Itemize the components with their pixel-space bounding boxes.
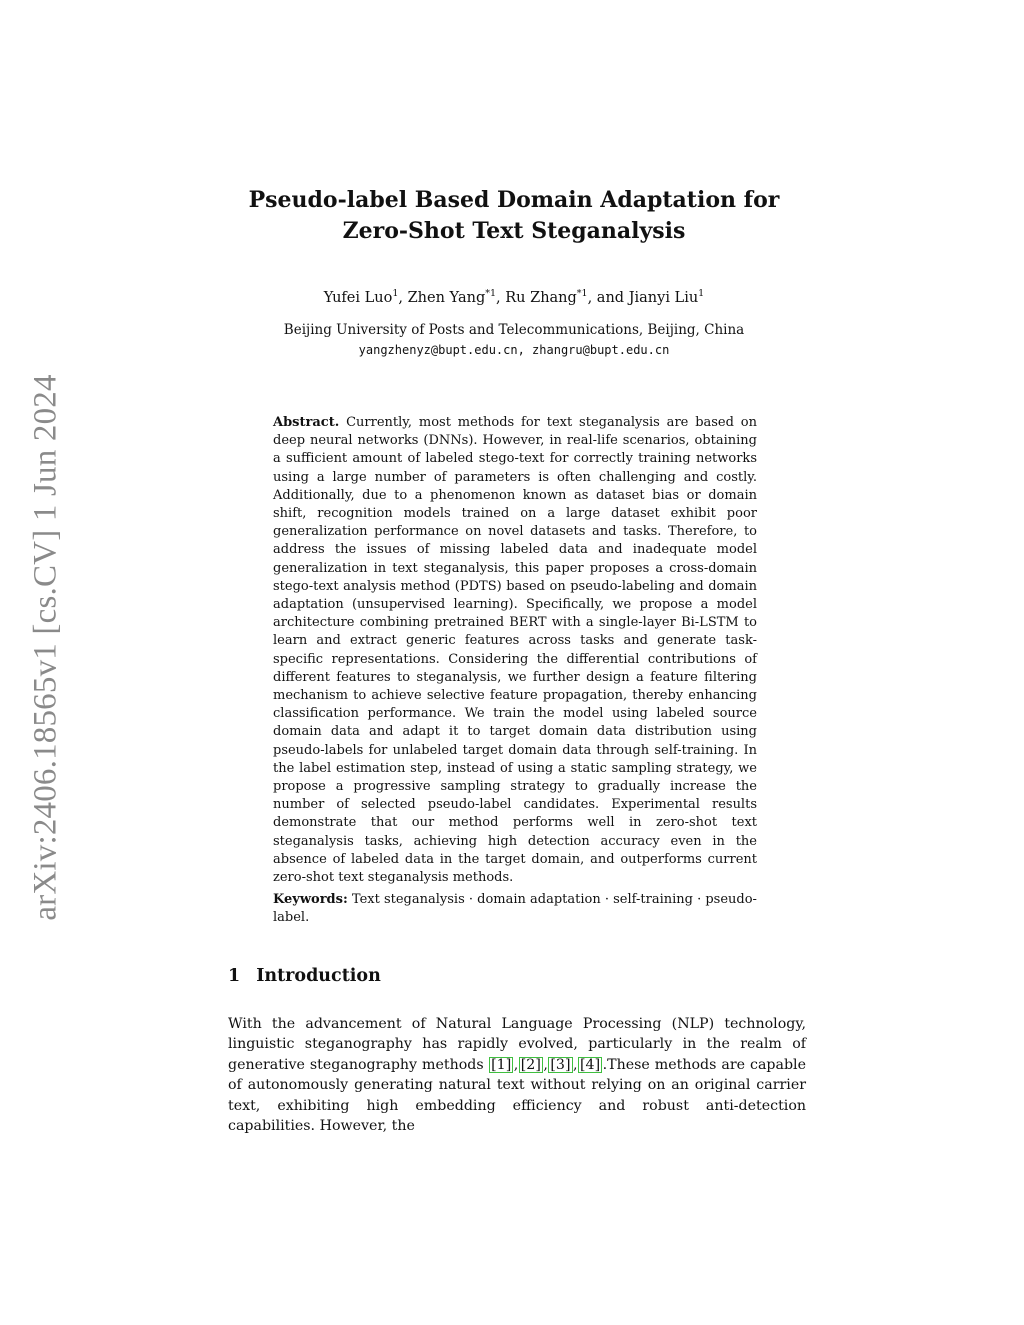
intro-text-after: .These methods are capable of autonomously generating natural text without relying on an original carrier text, exhibiting high embedding efficiency and robust anti-detection capabilities. However, the: [228, 1056, 806, 1135]
author-affil-mark: 1: [698, 288, 705, 299]
citation-link[interactable]: [4]: [580, 1056, 601, 1073]
author-affil-mark: *1: [576, 288, 588, 299]
author-name: Yufei Luo: [323, 289, 393, 306]
abstract: [273, 414, 757, 887]
author-affil-mark: *1: [485, 288, 497, 299]
section-heading: [228, 966, 800, 986]
author-emails: yangzhenyz@bupt.edu.cn, zhangru@bupt.edu.cn: [358, 343, 670, 357]
section-number: 1: [228, 966, 241, 986]
citation-link[interactable]: [1]: [491, 1056, 512, 1073]
citation-separator: ,: [573, 1056, 578, 1073]
abstract-label: Abstract.: [273, 415, 340, 430]
keywords: [273, 891, 767, 927]
abstract-text: Currently, most methods for text steganalysis are based on deep neural networks (DNNs). However, in real-life scenarios, obtaining a sufficient amount of labeled stego-text for correctly training networks using a large number of parameters is often challenging and costly. Additionally, due to a phenomenon known as dataset bias or domain shift, recognition models trained on a large dataset exhibit poor generalization performance on novel datasets and tasks. Therefore, to address the issues of missing labeled data and inadequate model generalization in text steganalysis, this paper proposes a cross-domain stego-text analysis method (PDTS) based on pseudo-labeling and domain adaptation (unsupervised learning). Specifically, we propose a model architecture combining pretrained BERT with a single-layer Bi-LSTM to learn and extract generic features across tasks and generate task-specific representations. Considering the differential contributions of different features to steganalysis, we further design a feature filtering mechanism to achieve selective feature propagation, thereby enhancing classification performance. We train the model using labeled source domain data and adapt it to target domain data distribution using pseudo-labels for unlabeled target domain data through self-training. In the label estimation step, instead of using a static sampling strategy, we propose a progressive sampling strategy to gradually increase the number of selected pseudo-label candidates. Experimental results demonstrate that our method performs well in zero-shot text steganalysis tasks, achieving high detection accuracy even in the absence of labeled data in the target domain, and outperforms current zero-shot text steganalysis methods.: [273, 415, 757, 886]
citation-link[interactable]: [2]: [520, 1056, 541, 1073]
keywords-label: Keywords:: [273, 892, 348, 907]
author-name: Zhen Yang: [407, 289, 486, 306]
citation-separator: ,: [543, 1056, 548, 1073]
title-line-1: Pseudo-label Based Domain Adaptation for: [248, 187, 780, 213]
author-separator: , and: [587, 289, 629, 306]
author-list: [228, 284, 800, 308]
intro-text-before: With the advancement of Natural Language Processing (NLP) technology, linguistic steganography has rapidly evolved, particularly in the realm of generative steganography methods: [228, 1016, 806, 1073]
author-affil-mark: 1: [392, 288, 399, 299]
keywords-text: Text steganalysis · domain adaptation · self-training · pseudo-label.: [273, 892, 757, 926]
author-name: Jianyi Liu: [628, 289, 699, 306]
author-separator: ,: [496, 289, 506, 306]
citation-separator: ,: [513, 1056, 519, 1073]
author-separator: ,: [398, 289, 408, 306]
arxiv-stamp-text: arXiv:2406.18565v1 [cs.CV] 1 Jun 2024: [27, 373, 64, 921]
section-title: Introduction: [256, 966, 381, 986]
paper-title: [228, 185, 800, 247]
arxiv-stamp: [28, 365, 64, 929]
affiliation: Beijing University of Posts and Telecommunications, Beijing, China: [283, 322, 745, 338]
citation-link[interactable]: [3]: [550, 1056, 571, 1073]
affiliation-block: [228, 320, 800, 360]
intro-paragraph: [228, 1014, 806, 1136]
author-name: Ru Zhang: [505, 289, 577, 306]
title-line-2: Zero-Shot Text Steganalysis: [342, 218, 686, 244]
